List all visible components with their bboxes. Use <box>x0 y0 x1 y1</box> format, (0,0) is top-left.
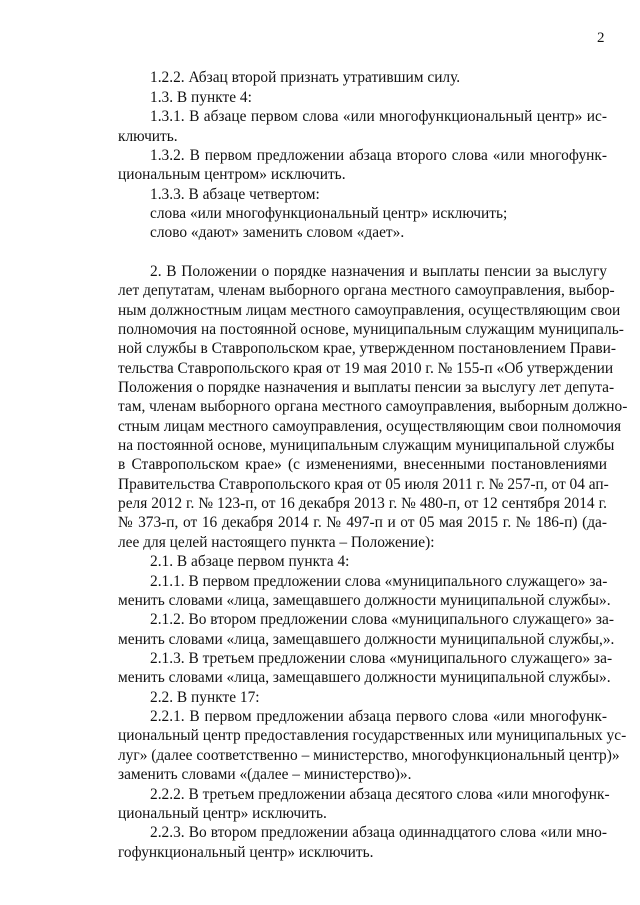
text-line: 1.2.2. Абзац второй признать утратившим силу. <box>150 69 461 86</box>
text-line: полномочия на постоянной основе, муниципальным служащим муниципаль- <box>118 321 624 338</box>
text-line: лет депутатам, членам выборного органа местного самоуправления, выбор- <box>118 282 615 299</box>
text-line: 2.2.3. Во втором предложении абзаца одиннадцатого слова «или мно- <box>150 824 607 841</box>
text-line: ным должностным лицам местного самоуправления, осуществляющим свои <box>118 302 621 319</box>
text-line: реля 2012 г. № 123-п, от 16 декабря 2013 г. № 480-п, от 12 сентября 2014 г. <box>118 495 607 512</box>
text-line: 1.3.2. В первом предложении абзаца второго слова «или многофунк- <box>150 147 607 164</box>
text-line: Правительства Ставропольского края от 05 июля 2011 г. № 257-п, от 04 ап- <box>118 476 609 493</box>
text-line: на постоянной основе, муниципальным служащим муниципальной службы <box>118 437 615 454</box>
text-line: ключить. <box>118 128 178 145</box>
text-line: 2.1. В абзаце первом пункта 4: <box>150 553 350 570</box>
text-line: № 373-п, от 16 декабря 2014 г. № 497-п и от 05 мая 2015 г. № 186-п) (да- <box>118 514 607 531</box>
text-line: циональный центр предоставления государственных или муниципальных ус- <box>118 727 627 744</box>
text-line: луг» (далее соответственно – министерство, многофункциональный центр)» <box>118 747 620 764</box>
text-line: там, членам выборного органа местного самоуправления, выборным должно- <box>118 398 628 415</box>
text-line: 1.3. В пункте 4: <box>150 89 252 106</box>
text-line: 1.3.3. В абзаце четвертом: <box>150 186 320 203</box>
text-line: заменить словами «(далее – министерство)». <box>118 766 412 783</box>
text-line: тельства Ставропольского края от 19 мая 2010 г. № 155-п «Об утверждении <box>118 360 614 377</box>
text-line: в Ставропольском крае» (с изменениями, внесенными постановлениями <box>118 456 607 473</box>
text-line: 2.2. В пункте 17: <box>150 689 260 706</box>
text-line: гофункциональный центр» исключить. <box>118 844 374 861</box>
text-line: менить словами «лица, замещавшего должности муниципальной службы». <box>118 592 611 609</box>
text-line: 2.2.2. В третьем предложении абзаца десятого слова «или многофунк- <box>150 786 610 803</box>
text-line: слово «дают» заменить словом «дает». <box>150 224 405 241</box>
text-line: 2. В Положении о порядке назначения и выплаты пенсии за выслугу <box>150 263 607 280</box>
text-line: 2.1.3. В третьем предложении слова «муниципального служащего» за- <box>150 650 613 667</box>
text-line: 2.2.1. В первом предложении абзаца первого слова «или многофунк- <box>150 708 607 725</box>
text-line: 2.1.2. Во втором предложении слова «муниципального служащего» за- <box>150 611 614 628</box>
text-line: лее для целей настоящего пункта – Положение): <box>118 534 435 551</box>
text-line: Положения о порядке назначения и выплаты пенсии за выслугу лет депута- <box>118 379 615 396</box>
text-line: менить словами «лица, замещавшего должности муниципальной службы». <box>118 669 611 686</box>
text-line: циональный центр» исключить. <box>118 805 327 822</box>
text-line: 2.1.1. В первом предложении слова «муниципального служащего» за- <box>150 573 608 590</box>
text-line: циональным центром» исключить. <box>118 166 346 183</box>
text-line: 1.3.1. В абзаце первом слова «или многофункциональный центр» ис- <box>150 108 607 125</box>
text-line: стным лицам местного самоуправления, осуществляющим свои полномочия <box>118 418 622 435</box>
page-number: 2 <box>597 30 605 46</box>
text-line: менить словами «лица, замещавшего должности муниципальной службы,». <box>118 631 615 648</box>
text-line: ной службы в Ставропольском крае, утвержденном постановлением Прави- <box>118 340 616 357</box>
text-line: слова «или многофункциональный центр» исключить; <box>150 205 508 222</box>
